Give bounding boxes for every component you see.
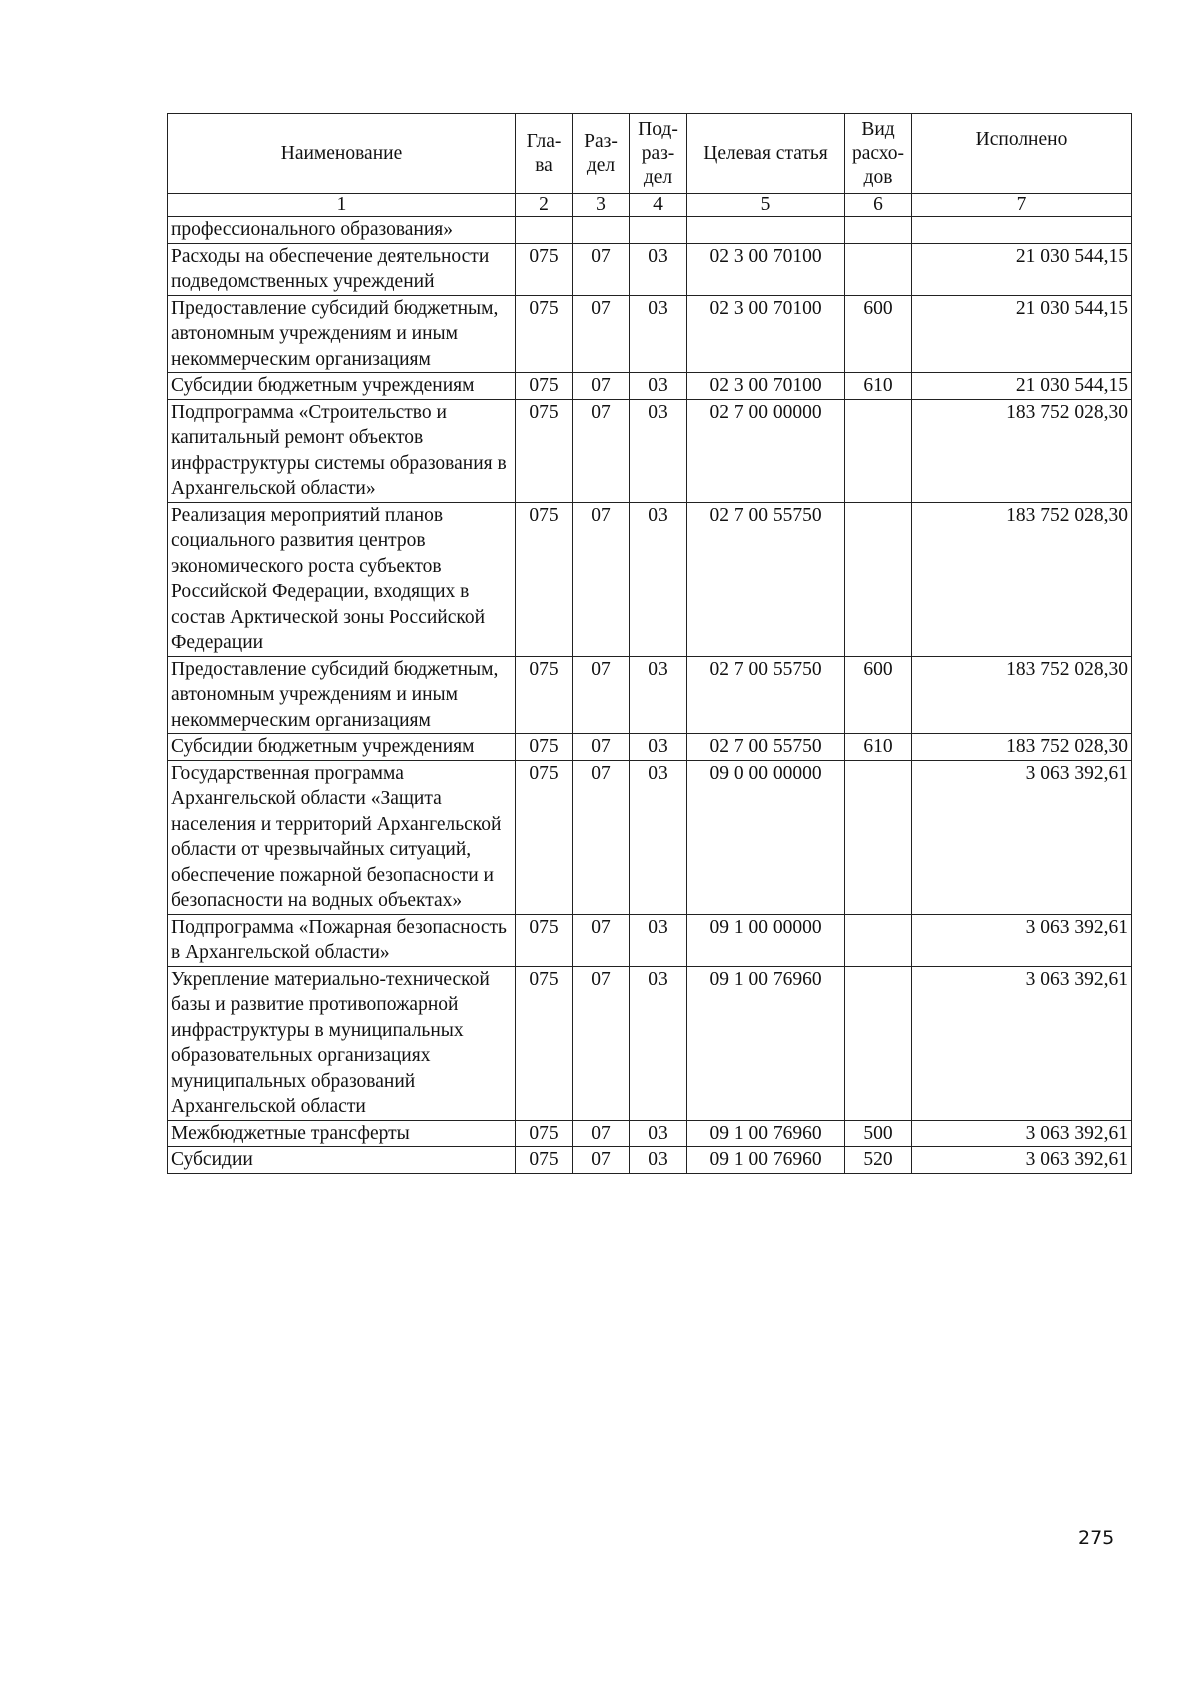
row-name: Расходы на обеспечение деятельности подведомственных учреждений xyxy=(168,243,516,295)
row-podrazdel: 03 xyxy=(630,914,687,966)
row-done: 183 752 028,30 xyxy=(912,399,1132,502)
row-vid xyxy=(845,243,912,295)
header-razdel-line: дел xyxy=(586,154,616,176)
row-razdel: 07 xyxy=(573,914,630,966)
row-podrazdel: 03 xyxy=(630,760,687,914)
header-target: Целевая статья xyxy=(687,114,845,194)
row-target: 02 7 00 55750 xyxy=(687,656,845,734)
table-row xyxy=(168,502,1132,656)
row-target: 02 3 00 70100 xyxy=(687,373,845,400)
row-glava: 075 xyxy=(516,1147,573,1174)
row-podrazdel: 03 xyxy=(630,399,687,502)
table-row xyxy=(168,966,1132,1120)
row-glava: 075 xyxy=(516,373,573,400)
row-target: 09 1 00 76960 xyxy=(687,1120,845,1147)
table-row xyxy=(168,295,1132,373)
row-podrazdel: 03 xyxy=(630,502,687,656)
row-podrazdel xyxy=(630,217,687,244)
table-row xyxy=(168,399,1132,502)
header-vid-line: Вид xyxy=(861,118,895,140)
column-number: 4 xyxy=(630,194,687,217)
column-number: 6 xyxy=(845,194,912,217)
row-podrazdel: 03 xyxy=(630,373,687,400)
row-glava: 075 xyxy=(516,399,573,502)
row-razdel: 07 xyxy=(573,295,630,373)
column-number: 3 xyxy=(573,194,630,217)
header-row xyxy=(168,114,1132,194)
row-razdel: 07 xyxy=(573,399,630,502)
row-name: Предоставление субсидий бюджетным, автономным учреждениям и иным некоммерческим организациям xyxy=(168,656,516,734)
header-glava xyxy=(516,114,573,194)
header-podrazdel xyxy=(630,114,687,194)
table-row xyxy=(168,373,1132,400)
column-number-row xyxy=(168,194,1132,217)
row-vid: 610 xyxy=(845,373,912,400)
row-vid: 600 xyxy=(845,656,912,734)
row-glava: 075 xyxy=(516,295,573,373)
header-razdel xyxy=(573,114,630,194)
table-row xyxy=(168,217,1132,244)
row-done xyxy=(912,217,1132,244)
header-razdel-line: Раз- xyxy=(584,130,618,152)
row-razdel xyxy=(573,217,630,244)
row-name: Субсидии xyxy=(168,1147,516,1174)
row-razdel: 07 xyxy=(573,1147,630,1174)
table-row xyxy=(168,914,1132,966)
row-target: 02 7 00 55750 xyxy=(687,734,845,761)
row-name: Подпрограмма «Пожарная безопасность в Архангельской области» xyxy=(168,914,516,966)
row-done: 3 063 392,61 xyxy=(912,1147,1132,1174)
row-target: 02 3 00 70100 xyxy=(687,243,845,295)
row-name: Подпрограмма «Строительство и капитальный ремонт объектов инфраструктуры системы образования в Архангельской области» xyxy=(168,399,516,502)
row-glava: 075 xyxy=(516,243,573,295)
row-glava xyxy=(516,217,573,244)
header-podrazdel-line: Под- xyxy=(638,118,678,140)
row-glava: 075 xyxy=(516,966,573,1120)
row-vid xyxy=(845,502,912,656)
row-target: 02 7 00 00000 xyxy=(687,399,845,502)
page-number: 275 xyxy=(1078,1527,1115,1549)
row-razdel: 07 xyxy=(573,1120,630,1147)
header-vid-line: дов xyxy=(863,166,893,188)
row-done: 183 752 028,30 xyxy=(912,502,1132,656)
row-glava: 075 xyxy=(516,760,573,914)
row-target: 09 1 00 76960 xyxy=(687,1147,845,1174)
row-name: Субсидии бюджетным учреждениям xyxy=(168,734,516,761)
column-number: 5 xyxy=(687,194,845,217)
budget-table xyxy=(167,113,1132,1174)
row-name: Межбюджетные трансферты xyxy=(168,1120,516,1147)
row-razdel: 07 xyxy=(573,734,630,761)
row-podrazdel: 03 xyxy=(630,1147,687,1174)
column-number: 1 xyxy=(168,194,516,217)
table-row xyxy=(168,1120,1132,1147)
column-number: 2 xyxy=(516,194,573,217)
header-podrazdel-line: раз- xyxy=(641,142,675,164)
table-row xyxy=(168,243,1132,295)
row-name: Субсидии бюджетным учреждениям xyxy=(168,373,516,400)
row-done: 3 063 392,61 xyxy=(912,760,1132,914)
row-podrazdel: 03 xyxy=(630,656,687,734)
row-name: Государственная программа Архангельской области «Защита населения и территорий Архангельской области от чрезвычайных ситуаций, обеспечение пожарной безопасности и безопасности на водных объектах» xyxy=(168,760,516,914)
row-razdel: 07 xyxy=(573,243,630,295)
row-vid xyxy=(845,966,912,1120)
row-podrazdel: 03 xyxy=(630,734,687,761)
header-glava-line: Гла- xyxy=(526,130,562,152)
header-glava-line: ва xyxy=(535,154,553,176)
row-podrazdel: 03 xyxy=(630,966,687,1120)
row-vid: 610 xyxy=(845,734,912,761)
row-razdel: 07 xyxy=(573,502,630,656)
row-podrazdel: 03 xyxy=(630,295,687,373)
row-podrazdel: 03 xyxy=(630,1120,687,1147)
row-vid xyxy=(845,914,912,966)
row-name: Реализация мероприятий планов социального развития центров экономического роста субъектов Российской Федерации, входящих в состав Арктической зоны Российской Федерации xyxy=(168,502,516,656)
row-target xyxy=(687,217,845,244)
table-row xyxy=(168,760,1132,914)
row-done: 21 030 544,15 xyxy=(912,373,1132,400)
row-target: 09 1 00 76960 xyxy=(687,966,845,1120)
row-name: Укрепление материально-технической базы и развитие противопожарной инфраструктуры в муниципальных образовательных организациях муниципальных образований Архангельской области xyxy=(168,966,516,1120)
row-razdel: 07 xyxy=(573,760,630,914)
row-name: Предоставление субсидий бюджетным, автономным учреждениям и иным некоммерческим организациям xyxy=(168,295,516,373)
row-vid xyxy=(845,399,912,502)
row-glava: 075 xyxy=(516,656,573,734)
table-row xyxy=(168,656,1132,734)
row-podrazdel: 03 xyxy=(630,243,687,295)
row-target: 02 3 00 70100 xyxy=(687,295,845,373)
row-glava: 075 xyxy=(516,914,573,966)
row-razdel: 07 xyxy=(573,373,630,400)
header-vid-line: расхо- xyxy=(851,142,905,164)
row-vid xyxy=(845,217,912,244)
row-done: 21 030 544,15 xyxy=(912,295,1132,373)
row-vid: 600 xyxy=(845,295,912,373)
row-vid xyxy=(845,760,912,914)
row-target: 09 0 00 00000 xyxy=(687,760,845,914)
row-done: 3 063 392,61 xyxy=(912,914,1132,966)
row-razdel: 07 xyxy=(573,656,630,734)
column-number: 7 xyxy=(912,194,1132,217)
row-glava: 075 xyxy=(516,734,573,761)
row-target: 09 1 00 00000 xyxy=(687,914,845,966)
row-razdel: 07 xyxy=(573,966,630,1120)
header-done: Исполнено xyxy=(912,114,1132,194)
table-row xyxy=(168,1147,1132,1174)
row-vid: 500 xyxy=(845,1120,912,1147)
row-vid: 520 xyxy=(845,1147,912,1174)
row-done: 3 063 392,61 xyxy=(912,966,1132,1120)
header-name: Наименование xyxy=(168,114,516,194)
row-glava: 075 xyxy=(516,502,573,656)
header-vid xyxy=(845,114,912,194)
row-done: 21 030 544,15 xyxy=(912,243,1132,295)
row-done: 3 063 392,61 xyxy=(912,1120,1132,1147)
row-name: профессионального образования» xyxy=(168,217,516,244)
row-glava: 075 xyxy=(516,1120,573,1147)
row-done: 183 752 028,30 xyxy=(912,734,1132,761)
table-row xyxy=(168,734,1132,761)
header-podrazdel-line: дел xyxy=(643,166,673,188)
row-target: 02 7 00 55750 xyxy=(687,502,845,656)
row-done: 183 752 028,30 xyxy=(912,656,1132,734)
